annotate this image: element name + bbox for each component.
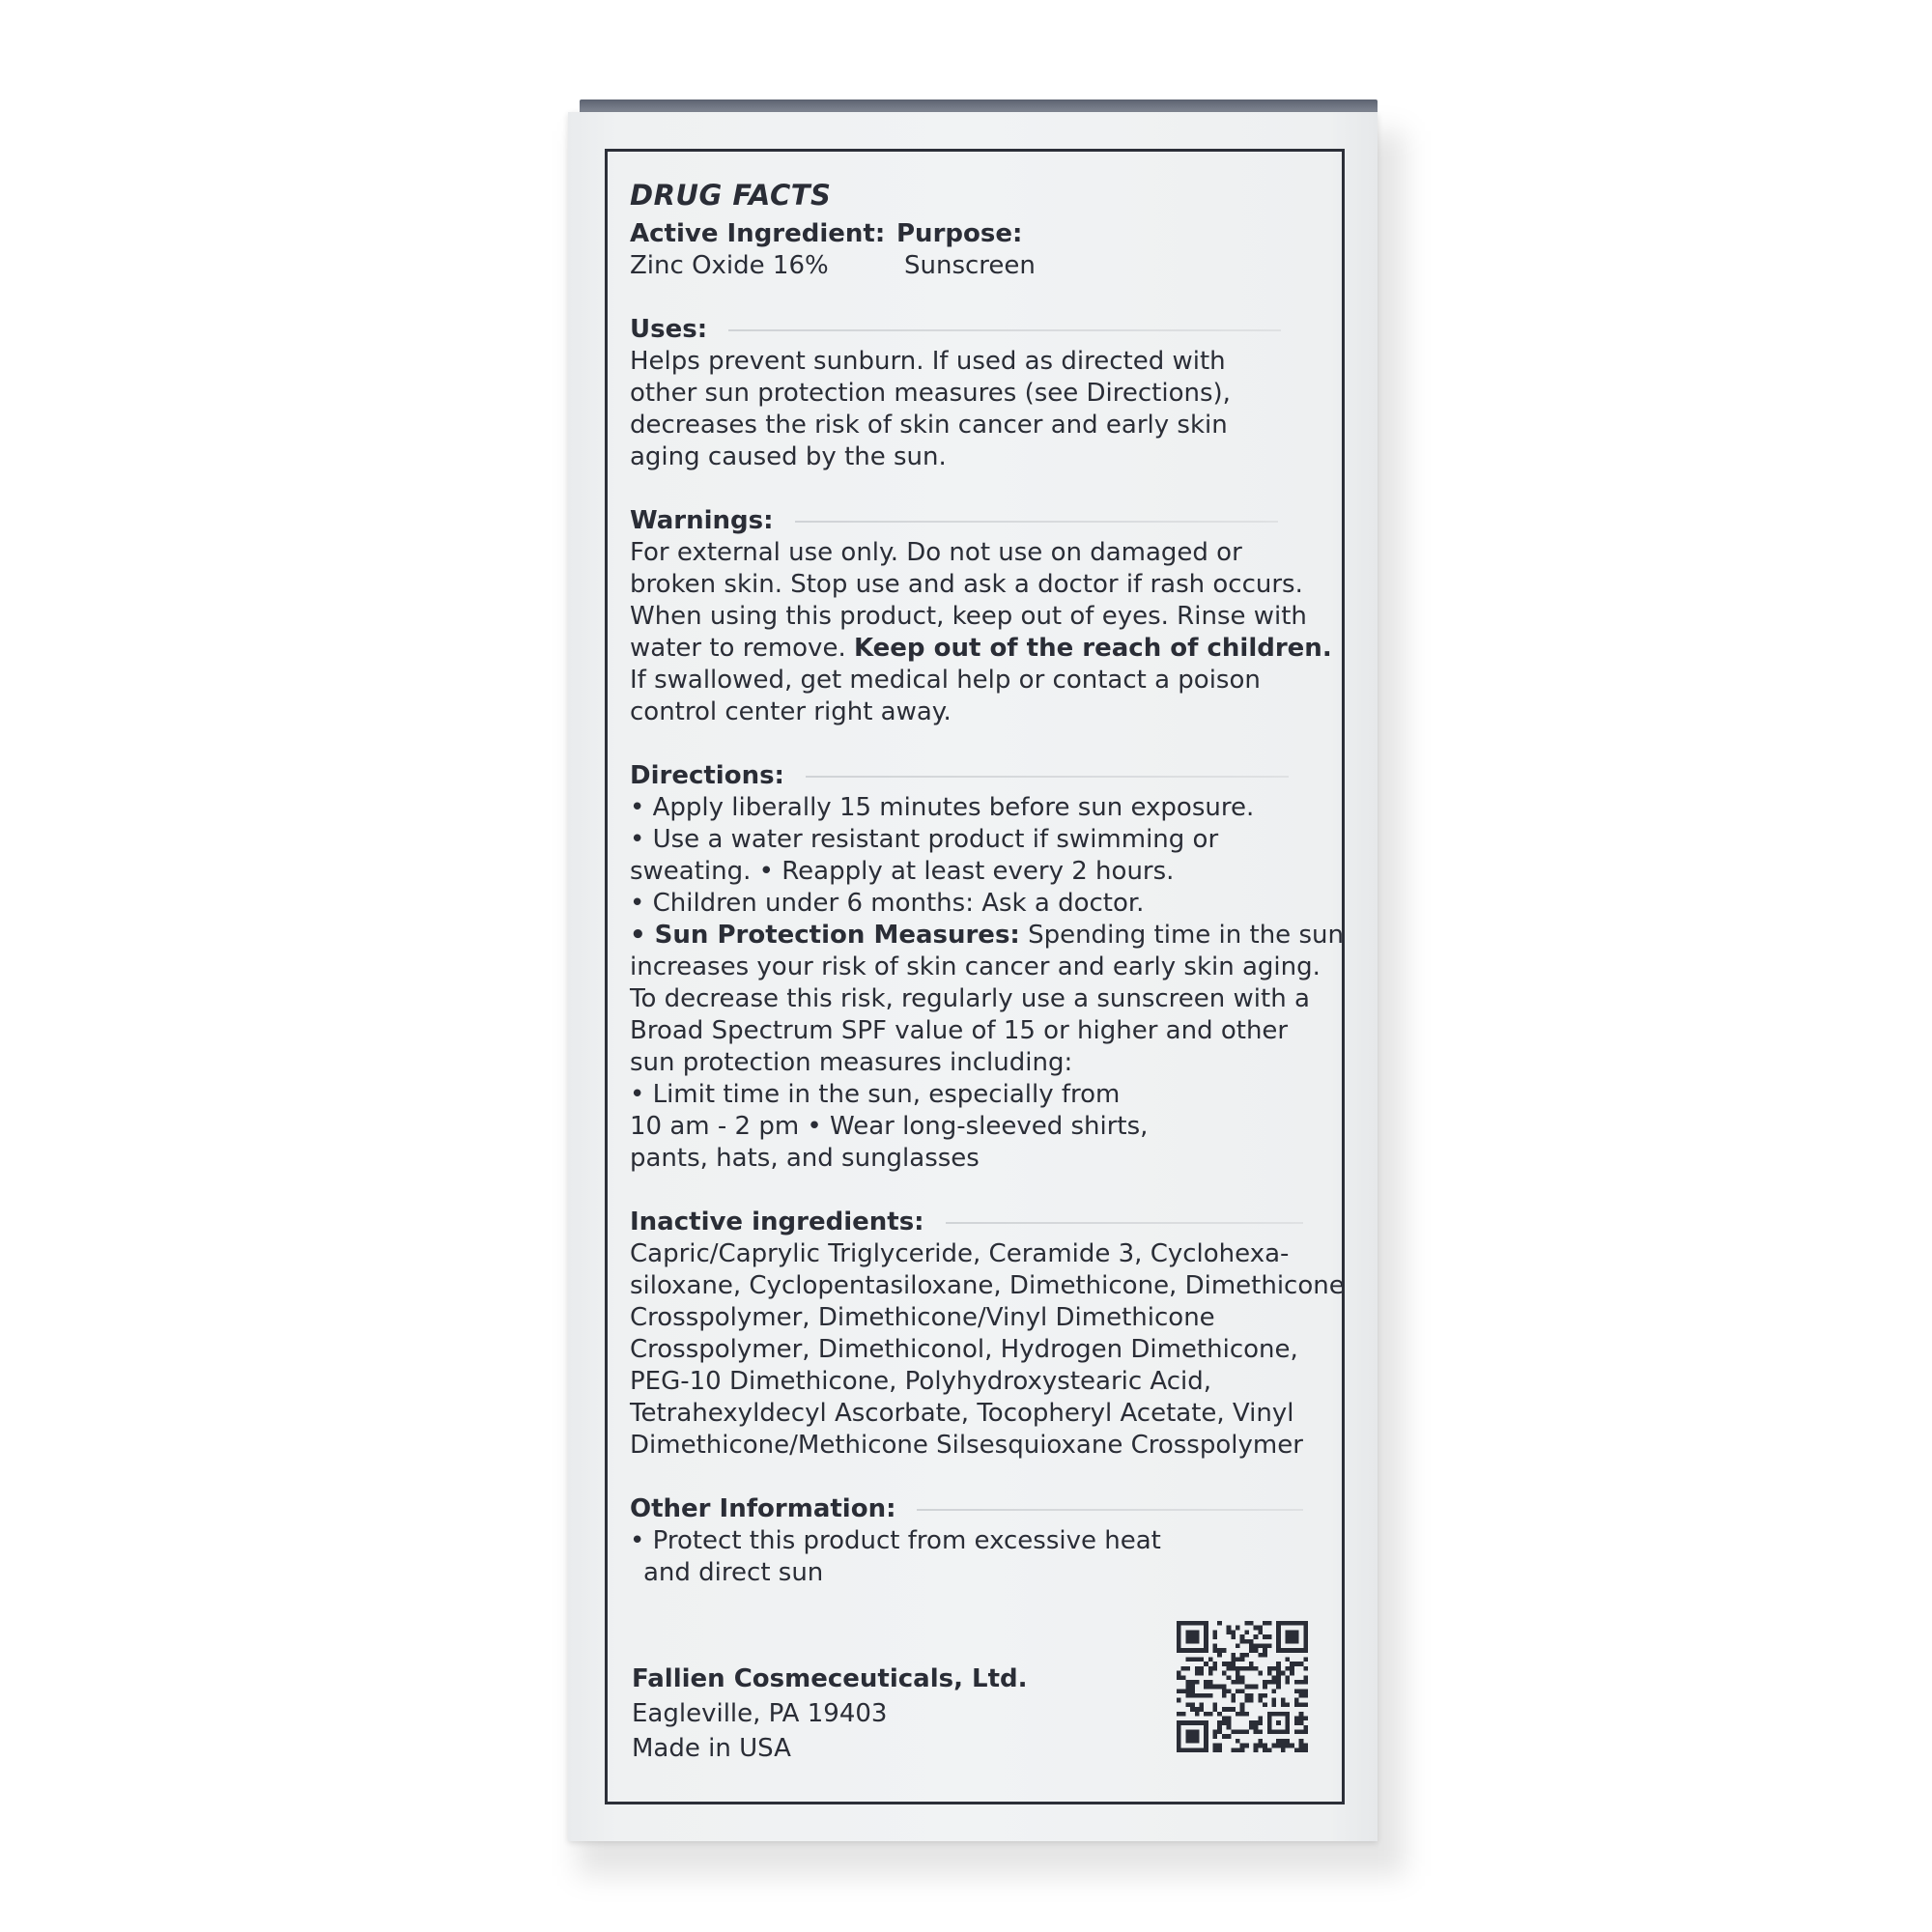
warnings-text bbox=[630, 537, 1345, 728]
uses-line: Helps prevent sunburn. If used as directed with bbox=[630, 347, 1226, 376]
directions-line: 10 am - 2 pm • Wear long-sleeved shirts, bbox=[630, 1112, 1149, 1141]
uses-line: aging caused by the sun. bbox=[630, 442, 947, 471]
directions-heading bbox=[630, 760, 1345, 792]
other-information-heading bbox=[630, 1493, 1345, 1525]
directions-line: To decrease this risk, regularly use a sunscreen with a bbox=[630, 984, 1310, 1013]
keep-out-of-reach-text: Keep out of the reach of children. bbox=[853, 634, 1332, 663]
section-divider bbox=[795, 521, 1278, 523]
section-divider bbox=[917, 1509, 1303, 1511]
drug-facts-content bbox=[630, 176, 1345, 1589]
inactive-line: Capric/Caprylic Triglyceride, Ceramide 3, Cyclohexa- bbox=[630, 1239, 1290, 1268]
company-address: Eagleville, PA 19403 bbox=[632, 1699, 888, 1728]
inactive-line: Crosspolymer, Dimethicone/Vinyl Dimethicone bbox=[630, 1303, 1215, 1332]
directions-line: sun protection measures including: bbox=[630, 1048, 1073, 1077]
inactive-ingredients-heading-text: Inactive ingredients: bbox=[630, 1208, 924, 1236]
active-purpose-row bbox=[630, 218, 1345, 282]
warnings-line: broken skin. Stop use and ask a doctor if rash occurs. bbox=[630, 570, 1303, 599]
company-info bbox=[632, 1662, 1028, 1766]
section-divider bbox=[728, 329, 1281, 331]
inactive-line: siloxane, Cyclopentasiloxane, Dimethicone, Dimethicone bbox=[630, 1271, 1345, 1300]
directions-heading-text: Directions: bbox=[630, 761, 784, 790]
warnings-line: If swallowed, get medical help or contact a poison bbox=[630, 666, 1261, 695]
warnings-line: For external use only. Do not use on damaged or bbox=[630, 538, 1242, 567]
active-ingredient-value: Zinc Oxide 16% bbox=[630, 251, 829, 280]
warnings-heading-text: Warnings: bbox=[630, 506, 774, 535]
warnings-line-text: water to remove. bbox=[630, 634, 854, 663]
inactive-line: Tetrahexyldecyl Ascorbate, Tocopheryl Acetate, Vinyl bbox=[630, 1399, 1294, 1428]
uses-line: decreases the risk of skin cancer and early skin bbox=[630, 411, 1228, 440]
qr-code-icon bbox=[1177, 1621, 1308, 1752]
directions-line bbox=[630, 920, 1345, 952]
directions-line: • Apply liberally 15 minutes before sun exposure. bbox=[630, 793, 1255, 822]
directions-line: • Children under 6 months: Ask a doctor. bbox=[630, 889, 1145, 918]
company-origin: Made in USA bbox=[632, 1734, 791, 1763]
purpose-value: Sunscreen bbox=[904, 251, 1036, 280]
section-divider bbox=[806, 776, 1289, 778]
inactive-line: PEG-10 Dimethicone, Polyhydroxystearic Acid, bbox=[630, 1367, 1212, 1396]
warnings-heading bbox=[630, 505, 1345, 537]
warnings-line: control center right away. bbox=[630, 697, 952, 726]
other-line: and direct sun bbox=[643, 1558, 824, 1587]
uses-heading bbox=[630, 314, 1345, 346]
active-ingredient-block bbox=[630, 218, 889, 282]
other-information-text bbox=[630, 1525, 1345, 1589]
directions-line: pants, hats, and sunglasses bbox=[630, 1144, 980, 1173]
directions-line: • Use a water resistant product if swimming or bbox=[630, 825, 1219, 854]
inactive-ingredients-text bbox=[630, 1238, 1345, 1462]
inactive-line: Dimethicone/Methicone Silsesquioxane Crosspolymer bbox=[630, 1431, 1303, 1460]
warnings-line: When using this product, keep out of eyes. Rinse with bbox=[630, 602, 1307, 631]
purpose-block bbox=[889, 218, 1186, 282]
directions-line: increases your risk of skin cancer and early skin aging. bbox=[630, 952, 1321, 981]
company-name: Fallien Cosmeceuticals, Ltd. bbox=[632, 1664, 1028, 1693]
inactive-ingredients-heading bbox=[630, 1207, 1345, 1238]
directions-text bbox=[630, 792, 1345, 1175]
other-line: • Protect this product from excessive heat bbox=[630, 1526, 1161, 1555]
directions-line: • Limit time in the sun, especially from bbox=[630, 1080, 1121, 1109]
directions-line-text: Spending time in the sun bbox=[1019, 921, 1344, 950]
other-information-heading-text: Other Information: bbox=[630, 1494, 896, 1523]
drug-facts-title: DRUG FACTS bbox=[630, 179, 832, 212]
section-divider bbox=[946, 1222, 1303, 1224]
uses-line: other sun protection measures (see Directions), bbox=[630, 379, 1231, 408]
uses-heading-text: Uses: bbox=[630, 315, 708, 344]
purpose-label: Purpose: bbox=[896, 219, 1023, 248]
directions-line: sweating. • Reapply at least every 2 hours. bbox=[630, 857, 1175, 886]
uses-text bbox=[630, 346, 1345, 473]
inactive-line: Crosspolymer, Dimethiconol, Hydrogen Dimethicone, bbox=[630, 1335, 1298, 1364]
warnings-line bbox=[630, 633, 1345, 665]
active-ingredient-label: Active Ingredient: bbox=[630, 219, 886, 248]
directions-line: Broad Spectrum SPF value of 15 or higher and other bbox=[630, 1016, 1289, 1045]
sun-protection-label: • Sun Protection Measures: bbox=[630, 921, 1020, 950]
